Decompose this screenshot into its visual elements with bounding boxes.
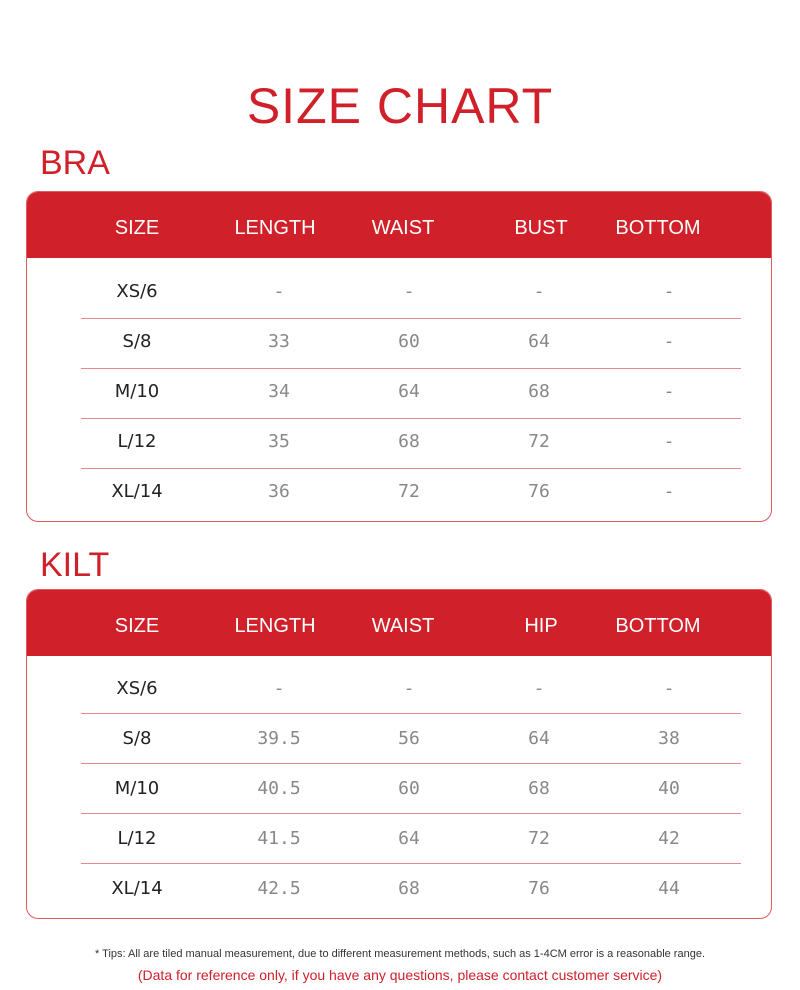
- reference-note: (Data for reference only, if you have any questions, please contact customer service): [137, 967, 663, 983]
- table-row: [27, 813, 771, 863]
- table-row: [27, 713, 771, 763]
- kilt-section-title: KILT: [40, 546, 110, 584]
- length-cell: -: [273, 281, 285, 302]
- size-cell: XS/6: [116, 281, 158, 302]
- header-bottom: BOTTOM: [615, 615, 701, 637]
- bust-cell: 64: [528, 331, 550, 352]
- hip-cell: 68: [528, 778, 550, 799]
- table-row: [27, 663, 771, 713]
- length-cell: -: [273, 678, 285, 699]
- size-cell: XL/14: [111, 878, 163, 899]
- header-bottom: BOTTOM: [615, 217, 701, 239]
- header-size: SIZE: [114, 615, 160, 637]
- table-row: [27, 416, 771, 466]
- bra-size-table: [26, 191, 772, 522]
- length-cell: 42.5: [257, 878, 301, 899]
- bust-cell: 68: [528, 381, 550, 402]
- bottom-cell: -: [663, 281, 675, 302]
- size-cell: XS/6: [116, 678, 158, 699]
- length-cell: 34: [268, 381, 290, 402]
- waist-cell: 56: [398, 728, 420, 749]
- size-cell: L/12: [117, 431, 157, 452]
- hip-cell: 72: [528, 828, 550, 849]
- bust-cell: -: [533, 281, 545, 302]
- header-size: SIZE: [114, 217, 160, 239]
- bottom-cell: 38: [658, 728, 680, 749]
- bottom-cell: -: [663, 331, 675, 352]
- length-cell: 41.5: [257, 828, 301, 849]
- waist-cell: 68: [398, 431, 420, 452]
- header-hip: HIP: [524, 615, 558, 637]
- bottom-cell: -: [663, 431, 675, 452]
- header-length: LENGTH: [234, 615, 316, 637]
- waist-cell: -: [403, 281, 415, 302]
- bust-cell: 72: [528, 431, 550, 452]
- bust-cell: 76: [528, 481, 550, 502]
- length-cell: 40.5: [257, 778, 301, 799]
- waist-cell: -: [403, 678, 415, 699]
- table-row: [27, 763, 771, 813]
- hip-cell: 64: [528, 728, 550, 749]
- waist-cell: 60: [398, 778, 420, 799]
- bottom-cell: 40: [658, 778, 680, 799]
- length-cell: 35: [268, 431, 290, 452]
- size-cell: M/10: [114, 778, 160, 799]
- header-bust: BUST: [514, 217, 568, 239]
- waist-cell: 72: [398, 481, 420, 502]
- kilt-table-header: [27, 590, 771, 656]
- bra-section-title: BRA: [40, 144, 110, 182]
- table-row: [27, 466, 771, 516]
- size-cell: S/8: [122, 728, 152, 749]
- page-title: SIZE CHART: [246, 78, 554, 134]
- kilt-size-table: [26, 589, 772, 919]
- waist-cell: 68: [398, 878, 420, 899]
- bra-table-header: [27, 192, 771, 258]
- bottom-cell: -: [663, 381, 675, 402]
- length-cell: 33: [268, 331, 290, 352]
- size-cell: S/8: [122, 331, 152, 352]
- waist-cell: 64: [398, 828, 420, 849]
- waist-cell: 64: [398, 381, 420, 402]
- hip-cell: -: [533, 678, 545, 699]
- table-row: [27, 316, 771, 366]
- table-row: [27, 863, 771, 913]
- length-cell: 36: [268, 481, 290, 502]
- size-cell: M/10: [114, 381, 160, 402]
- table-row: [27, 266, 771, 316]
- hip-cell: 76: [528, 878, 550, 899]
- header-waist: WAIST: [371, 217, 435, 239]
- size-cell: XL/14: [111, 481, 163, 502]
- bottom-cell: 42: [658, 828, 680, 849]
- measurement-tip: * Tips: All are tiled manual measurement, due to different measurement methods, such as 1-4CM error is a reasonable range.: [95, 948, 705, 960]
- bottom-cell: -: [663, 481, 675, 502]
- header-waist: WAIST: [371, 615, 435, 637]
- header-length: LENGTH: [234, 217, 316, 239]
- waist-cell: 60: [398, 331, 420, 352]
- bottom-cell: 44: [658, 878, 680, 899]
- table-row: [27, 366, 771, 416]
- size-cell: L/12: [117, 828, 157, 849]
- bottom-cell: -: [663, 678, 675, 699]
- length-cell: 39.5: [257, 728, 301, 749]
